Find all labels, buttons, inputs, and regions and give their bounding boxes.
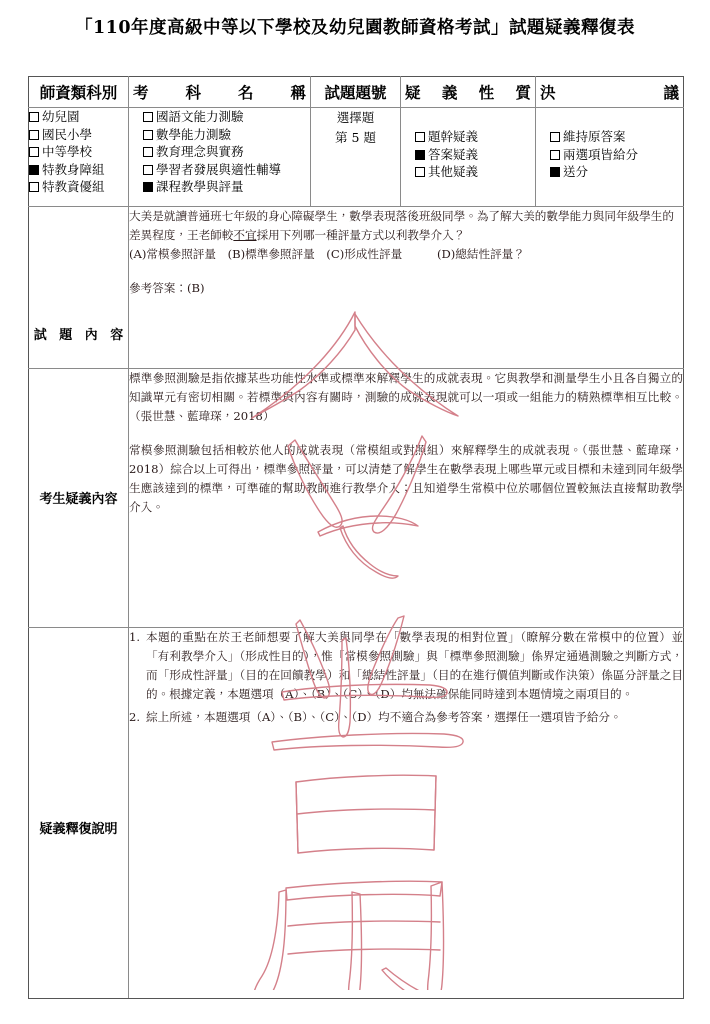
list-item [129,628,683,704]
category-option-list [29,108,128,196]
nature-option-label: 題幹疑義 [428,129,479,144]
resolution-option-keep-answer[interactable] [550,128,683,146]
explanation-list [129,628,683,727]
checkbox-icon[interactable] [143,112,153,122]
question-stem [129,207,683,245]
cell-category-options [29,108,129,207]
header-label-subject-1: 考 [133,83,149,102]
header-label-subject-3: 名 [237,83,254,102]
subject-option-label: 教育理念與實務 [156,144,244,159]
page-title: 「110年度高級中等以下學校及幼兒園教師資格考試」試題疑義釋復表 [74,18,636,38]
row-label-question-content [29,207,129,369]
header-label-resolution-1: 決 [540,83,556,102]
subject-option-label: 國語文能力測驗 [156,109,244,124]
header-label-subject-2: 科 [185,83,201,102]
nature-option-list [415,128,535,181]
question-number-label: 第 5 題 [335,130,376,145]
row-resolution-explanation [29,628,684,999]
checkbox-icon[interactable] [143,147,153,157]
cell-question-content [129,207,684,369]
checkbox-icon[interactable] [550,150,560,160]
row-label-text: 試 題 內 容 [33,328,128,343]
question-stem-part2: 採用下列哪一種評量方式以利教學介入？ [256,228,466,242]
category-option-label: 幼兒園 [42,109,80,124]
header-label-question-no: 試題題號 [324,83,387,102]
header-cell-nature [401,77,536,108]
header-cell-question-no [311,77,401,108]
header-cell-subject [129,77,311,108]
resolution-option-free-credit[interactable] [550,163,683,181]
category-option-label: 中等學校 [42,144,93,159]
checkbox-icon[interactable] [29,130,39,140]
list-item-text: 綜上所述，本題選項（A）、（B）、（C）、（D）均不適合為參考答案，選擇任一選項皆予給分。 [146,710,622,724]
list-item [129,708,683,727]
checkbox-icon[interactable] [29,182,39,192]
category-option-label: 國民小學 [42,126,93,142]
subject-option-list [143,108,310,196]
checkbox-checked-icon[interactable] [415,150,425,160]
header-label-nature-2: 義 [441,83,458,102]
subject-option-math[interactable] [143,126,310,144]
table-header-row [29,77,684,108]
question-type-label: 選擇題 [336,110,375,125]
objection-paragraph-2: 常模參照測驗包括相較於他人的成就表現（常模組或對照組）來解釋學生的成就表現。（張世慧、藍瑋琛，2018）綜合以上可得出，標準參照評量，可以清楚了解學生在數學表現上哪些單元或目標和未達到同年級學生應該達到的標準，可準確的幫助教師進行教學介入；且知道學生常模中位於哪個位置較無法直接幫助教學介入。 [129,443,683,514]
header-label-resolution-2: 議 [663,83,679,102]
header-cell-resolution [536,77,684,108]
list-item-text: 本題的重點在於王老師想要了解大美與同學在「數學表現的相對位置」（瞭解分數在常模中的位置）並「有利教學介入」（形成性目的），惟「常模參照測驗」與「標準參照測驗」係界定通過測驗之判斷方式，而「形成性評量」（目的在回饋教學）和「總結性評量」（目的在進行價值判斷或作決策）係區分評量之目的。根據定義，本題選項（A）、（B）、（C）、（D）均無法確保能同時達到本題情境之兩項目的。 [146,630,683,701]
nature-option-label: 答案疑義 [428,146,479,162]
cell-resolution-options [536,108,684,207]
checkbox-checked-icon[interactable] [550,167,560,177]
header-label-category: 師資類科別 [39,83,118,102]
row-label-text: 疑義釋復說明 [39,822,118,837]
resolution-option-both-credit[interactable] [550,146,683,164]
row-question-content [29,207,684,369]
checkbox-checked-icon[interactable] [143,182,153,192]
question-stem-emphasis: 不宜 [233,228,257,242]
row-label-resolution-explanation [29,628,129,999]
question-stem-part1: 大美是就讀普通班七年級的身心障礙學生，數學表現落後班級同學。為了解大美的數學能力與同年級學生的差異程度，王老師較 [129,209,674,242]
nature-option-label: 其他疑義 [428,164,479,179]
cell-candidate-objection [129,369,684,628]
nature-option-other[interactable] [415,163,535,181]
resolution-option-label: 送分 [563,164,589,179]
category-option-special-disability[interactable] [29,161,128,179]
header-label-subject-4: 稱 [290,83,306,102]
exam-objection-table [28,76,684,999]
resolution-option-label: 維持原答案 [563,129,626,144]
subject-option-curriculum-assessment[interactable] [143,178,310,196]
checkbox-icon[interactable] [415,167,425,177]
cell-question-number [311,108,401,207]
category-option-elementary[interactable] [29,126,128,144]
row-label-text: 考生疑義內容 [39,492,118,507]
category-option-label: 特教資優組 [42,179,105,194]
category-option-secondary[interactable] [29,143,128,161]
subject-option-learner-development[interactable] [143,161,310,179]
checkbox-icon[interactable] [29,112,39,122]
checkbox-icon[interactable] [143,130,153,140]
subject-option-label: 數學能力測驗 [156,126,232,142]
list-item-marker: 2. [129,710,141,724]
cell-resolution-explanation [129,628,684,999]
nature-option-stem[interactable] [415,128,535,146]
objection-paragraph-1: 標準參照測驗是指依據某些功能性水準或標準來解釋學生的成就表現。它與教學和測量學生小且各自獨立的知識單元有密切相關。若標準與內容有關時，測驗的成就表現就可以一項或一組能力的精熟標準相互比較。（張世慧、藍瑋琛，2018） [129,371,683,423]
checkbox-icon[interactable] [415,132,425,142]
header-label-nature-1: 疑 [405,83,421,102]
list-item-marker: 1. [129,630,141,644]
subject-option-label: 課程教學與評量 [156,179,244,194]
subject-option-education-theory[interactable] [143,143,310,161]
subject-option-chinese[interactable] [143,108,310,126]
category-option-special-gifted[interactable] [29,178,128,196]
question-options: (A)常模參照評量 (B)標準參照評量 (C)形成性評量 (D)總結性評量？ [129,247,525,261]
reference-answer: 參考答案：(B) [129,281,205,295]
row-candidate-objection [29,369,684,628]
header-label-nature-3: 性 [478,83,495,102]
header-label-nature-4: 質 [515,83,531,102]
table-selection-row [29,108,684,207]
category-option-kindergarten[interactable] [29,108,128,126]
resolution-option-list [550,128,683,181]
row-label-candidate-objection [29,369,129,628]
header-cell-category [29,77,129,108]
cell-subject-options [129,108,311,207]
checkbox-checked-icon[interactable] [29,165,39,175]
resolution-option-label: 兩選項皆給分 [563,146,639,162]
checkbox-icon[interactable] [143,165,153,175]
nature-option-answer[interactable] [415,146,535,164]
category-option-label: 特教身障組 [42,161,105,177]
checkbox-icon[interactable] [550,132,560,142]
checkbox-icon[interactable] [29,147,39,157]
subject-option-label: 學習者發展與適性輔導 [156,161,282,177]
cell-nature-options [401,108,536,207]
